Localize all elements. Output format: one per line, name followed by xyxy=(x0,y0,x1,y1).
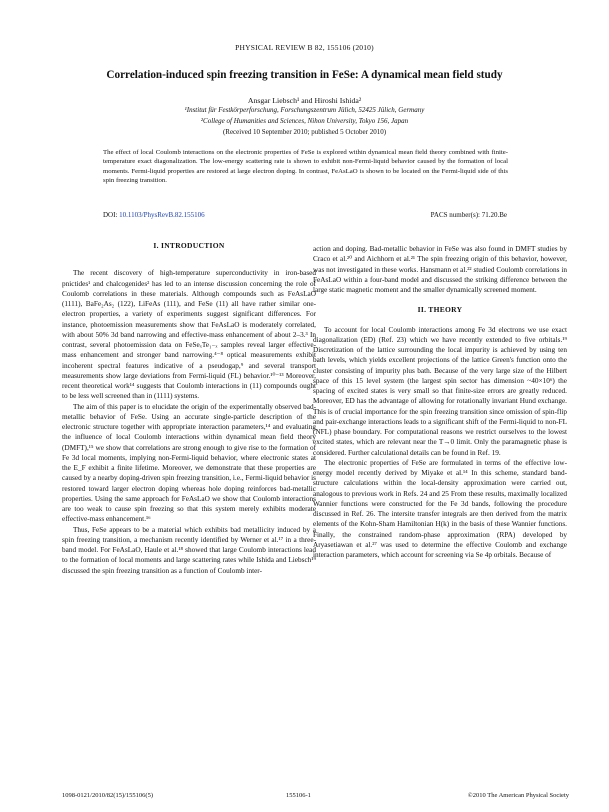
journal-header: PHYSICAL REVIEW B 82, 155106 (2010) xyxy=(235,43,374,52)
affiliation-1: ¹Institut für Festkörperforschung, Forschungszentrum Jülich, 52425 Jülich, Germany xyxy=(184,106,425,114)
footer-copyright: ©2010 The American Physical Society xyxy=(467,792,569,799)
doi-label: DOI: xyxy=(103,211,118,219)
doi-line xyxy=(103,211,205,219)
doi-link[interactable]: 10.1103/PhysRevB.82.155106 xyxy=(119,211,205,219)
pacs-numbers: PACS number(s): 71.20.Be xyxy=(430,211,507,219)
author-list: Ansgar Liebsch¹ and Hiroshi Ishida² xyxy=(247,96,362,105)
right-column xyxy=(313,244,567,560)
intro-paragraph-2: The aim of this paper is to elucidate the origin of the experimentally observed bad-metallic behavior of FeSe. Using an accurate single-particle description of the electronic structure together with appropriate interaction parameters,¹⁴ and evaluating the influence of local Coulomb interactions within dynamical mean field theory (DMFT),¹⁵ we show that correlations are strong enough to give rise to the formation of Fe 3d local moments, implying non-Fermi-liquid behavior, where electronic states at the E_F exhibit a finite lifetime. Moreover, we demonstrate that these properties are caused by a nearby doping-driven spin freezing transition, i.e., Fermi-liquid behavior is restored toward larger electron doping whereas hole doping reinforces bad-metallic properties. Using the same approach for FeAsLaO we show that Coulomb interactions are too weak to cause spin freezing so that this system merely exhibits moderate effective-mass enhancement.¹⁶ xyxy=(62,402,316,524)
theory-paragraph-1: To account for local Coulomb interactions among Fe 3d electrons we use exact diagonalization (ED) (Ref. 23) which we have recently extended to five orbitals.¹⁹ Discretization of the lattice surrounding the local impurity is achieved by using ten bath levels, which yields excellent projections of the lattice Green's function onto the cluster consisting of impurity plus bath. Because of the very large size of the Hilbert space of this 15 level system (the largest spin sector has dimension ~40×10⁶) the spacing of excited states is very small so that finite-size errors are greatly reduced. Moreover, ED has the advantage of allowing for rotationally invariant Hund exchange. This is of crucial importance for the spin freezing transition since omission of spin-flip and pair-exchange interactions leads to a significant shift of the Fermi-liquid to non-FL (NFL) phase boundary. For computational reasons we restrict ourselves to the lowest excited states, which are relevant near the T→0 limit. Only the paramagnetic phase is considered. Further calculational details can be found in Ref. 19. xyxy=(313,325,567,457)
footer-page-number: 155106-1 xyxy=(286,792,311,799)
intro-paragraph-1: The recent discovery of high-temperature superconductivity in iron-based pnictides¹ and chalcogenides² has led to an intense discussion concerning the role of Coulomb correlations in these materials. Although compounds such as FeAsLaO (1111), BaFe₂As₂ (122), LiFeAs (111), and FeSe (11) all have rather similar one-electron properties, a variety of experiments suggest significant differences. For instance, photoemission measurements show that FeAsLaO is moderately correlated, with about 50% 3d band narrowing and effective-mass enhancement of about 2–3.³ In contrast, several photoemission data on FeSeₓTe₁₋ₓ samples reveal larger effective-mass enhancement and stronger band narrowing.⁴⁻⁸ optical measurements exhibit incoherent spectral features indicative of a pseudogap,⁹ and several transport measurements show large deviations from Fermi-liquid (FL) behavior.¹⁰⁻¹³ Moreover, recent theoretical work¹⁴ suggests that Coulomb interactions in (11) compounds ought to be less well screened than in (1111) systems. xyxy=(62,269,316,401)
abstract: The effect of local Coulomb interactions on the electronic properties of FeSe is explored within dynamical mean field theory combined with finite-temperature exact diagonalization. The low-energy scattering rate is shown to exhibit non-Fermi-liquid behavior caused by the formation of local moments. Fermi-liquid properties are restored at large electron doping. In contrast, FeAsLaO is shown to be located on the Fermi-liquid side of this spin freezing transition. xyxy=(103,149,508,184)
received-dates: (Received 10 September 2010; published 5 October 2010) xyxy=(222,128,387,136)
left-column xyxy=(62,241,316,576)
paper-title: Correlation-induced spin freezing transition in FeSe: A dynamical mean field study xyxy=(106,69,503,81)
intro-paragraph-3: Thus, FeSe appears to be a material which exhibits bad metallicity induced by a spin freezing transition, a mechanism recently identified by Werner et al.¹⁷ in a three-band model. For FeAsLaO, Haule et al.¹⁸ showed that large Coulomb interactions lead to the formation of local moments and large scattering rates while Ishida and Liebsch¹⁹ discussed the spin freezing transition as a function of Coulomb inter- xyxy=(62,525,316,575)
theory-paragraph-2: The electronic properties of FeSe are formulated in terms of the effective low-energy model recently derived by Miyake et al.¹⁴ In this scheme, standard band-structure calculations within the local-density approximation were carried out, analogous to previous work in Refs. 24 and 25 From these results, maximally localized Wannier functions were constructed for the Fe 3d bands, following the procedure discussed in Ref. 26. The intersite transfer integrals are then derived from the matrix elements of the Kohn-Sham Hamiltonian H(k) in the basis of these Wannier functions. Finally, the constrained random-phase approximation (RPA) developed by Aryasetiawan et al.²⁷ was used to determine the effective Coulomb and exchange interaction parameters, which account for screening via Se 4p orbitals. Because of xyxy=(313,458,567,559)
section-heading-introduction: I. INTRODUCTION xyxy=(153,241,225,250)
affiliation-2: ²College of Humanities and Sciences, Nihon University, Tokyo 156, Japan xyxy=(200,117,409,125)
section-heading-theory: II. THEORY xyxy=(417,305,463,315)
intro-continuation: action and doping. Bad-metallic behavior in FeSe was also found in DMFT studies by Craco et al.²⁰ and Aichhorn et al.²¹ The spin freezing origin of this behavior, however, was not investigated in these works. Hansmann et al.²² studied Coulomb correlations in FeAsLaO within a four-band model and discussed the striking difference between the large static magnetic moment and the smaller dynamically screened moment. xyxy=(313,245,567,294)
footer-issn: 1098-0121/2010/82(15)/155106(5) xyxy=(62,792,153,799)
